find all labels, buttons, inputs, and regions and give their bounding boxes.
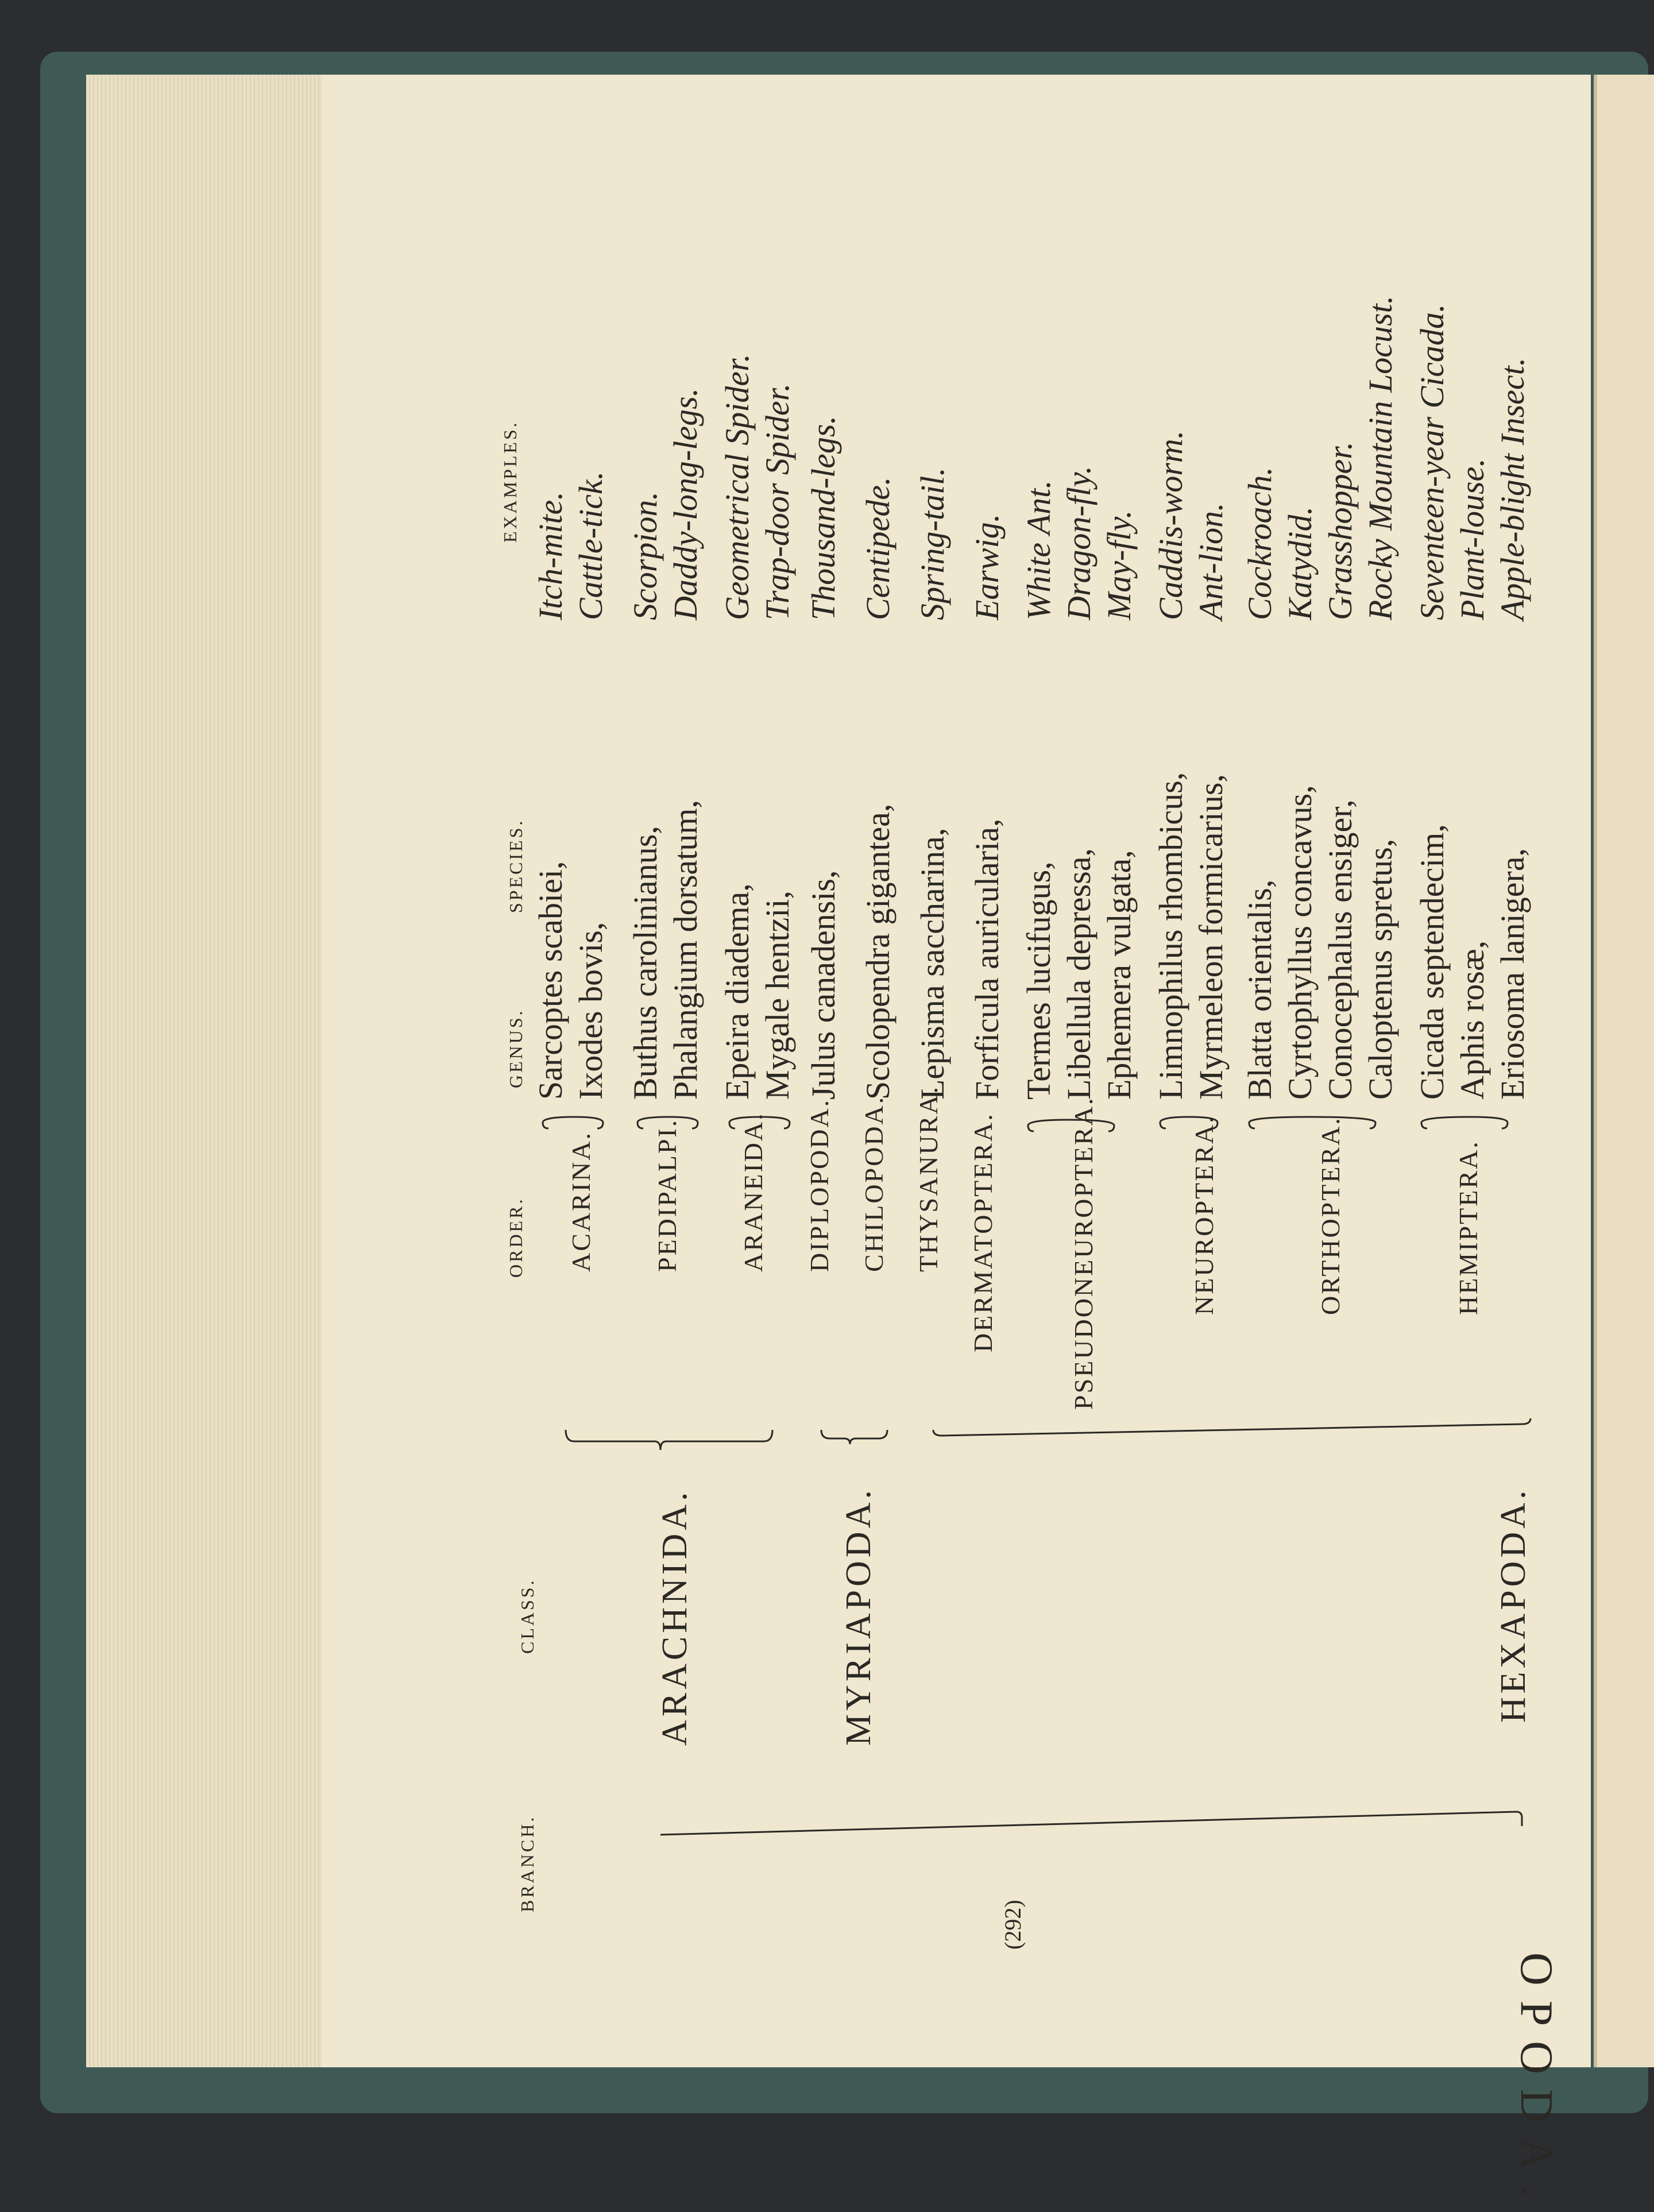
header-species-text: SPECIES.	[505, 818, 526, 913]
order-dermatoptera-text: DERMATOPTERA.	[968, 1112, 998, 1352]
header-class-text: CLASS.	[517, 1578, 538, 1654]
example-row: Cockroach.	[1241, 467, 1278, 620]
branch-label-text: OPODA.	[1511, 1952, 1562, 2212]
species-row: Lepisma saccharina,	[914, 827, 951, 1100]
species-row: Limnophilus rhombicus,	[1152, 772, 1189, 1100]
species-row: Buthus carolinianus,	[627, 826, 664, 1100]
order-hemiptera-text: HEMIPTERA.	[1454, 1140, 1483, 1315]
species-row: Ixodes bovis,	[572, 922, 609, 1100]
species-row: Mygale hentzii,	[759, 890, 796, 1100]
example-row: Katydid.	[1281, 506, 1319, 620]
order-orthoptera-text: ORTHOPTERA.	[1316, 1116, 1345, 1315]
example-row: White Ant.	[1020, 480, 1057, 620]
species-row: Termes lucifugus,	[1020, 861, 1057, 1100]
example-row: Seventeen-year Cicada.	[1413, 304, 1451, 620]
example-row: Cattle-tick.	[572, 471, 609, 620]
species-row: Phalangium dorsatum,	[667, 800, 704, 1100]
species-row: Blatta orientalis,	[1241, 879, 1278, 1100]
class-hexapoda-text: HEXAPODA.	[1494, 1487, 1533, 1723]
example-row: Rocky Mountain Locust.	[1362, 295, 1399, 620]
species-row: Ephemera vulgata,	[1100, 850, 1138, 1100]
species-row: Epeira diadema,	[718, 883, 756, 1100]
species-row: Aphis rosæ,	[1454, 940, 1491, 1100]
example-row: Scorpion.	[627, 492, 664, 620]
header-genus-text: GENUS.	[505, 1008, 526, 1088]
example-row: Grasshopper.	[1321, 442, 1359, 620]
class-myriapoda-text: MYRIAPODA.	[839, 1487, 878, 1746]
species-row: Conocephalus ensiger,	[1321, 799, 1359, 1100]
example-row: Plant-louse.	[1454, 458, 1491, 620]
header-order-text: ORDER.	[505, 1197, 526, 1278]
example-row: Apple-blight Insect.	[1494, 357, 1531, 620]
order-pseudoneuroptera-text: PSEUDONEUROPTERA.	[1069, 1096, 1098, 1410]
species-row: Scolopendra gigantea,	[859, 803, 896, 1100]
example-row: Caddis-worm.	[1152, 430, 1189, 620]
order-neuroptera-text: NEUROPTERA.	[1189, 1115, 1219, 1315]
page-number-text: (292)	[1000, 1900, 1026, 1950]
species-row: Eriosoma lanigera,	[1494, 848, 1531, 1100]
order-chilopoda-text: CHILOPODA.	[859, 1095, 888, 1272]
species-row: Forficula auricularia,	[968, 818, 1006, 1100]
example-row: Ant-lion.	[1192, 502, 1230, 620]
order-araneida-text: ARANEIDA.	[739, 1112, 768, 1272]
example-row: Thousand-legs.	[805, 415, 842, 620]
example-row: Daddy-long-legs.	[667, 388, 704, 620]
species-row: Julus canadensis,	[805, 870, 842, 1100]
order-acarina-text: ACARINA.	[566, 1131, 596, 1272]
species-row: Cicada septendecim,	[1413, 824, 1451, 1100]
order-thysanura-text: THYSANURA.	[914, 1085, 943, 1272]
header-examples-text: EXAMPLES.	[500, 420, 520, 543]
order-pedipalpi-text: PEDIPALPI.	[652, 1118, 682, 1272]
example-row: Centipede.	[859, 477, 896, 620]
example-row: Itch-mite.	[532, 492, 569, 620]
example-row: Trap-door Spider.	[759, 383, 796, 620]
example-row: May-fly.	[1100, 510, 1138, 620]
header-branch-text: BRANCH.	[517, 1815, 538, 1912]
example-row: Dragon-fly.	[1060, 465, 1097, 620]
order-diplopoda-text: DIPLOPODA.	[805, 1098, 834, 1272]
example-row: Geometrical Spider.	[718, 354, 756, 620]
species-row: Myrmeleon formicarius,	[1192, 774, 1230, 1100]
example-row: Earwig.	[968, 513, 1006, 620]
species-row: Libellula depressa,	[1060, 848, 1097, 1100]
species-row: Sarcoptes scabiei,	[532, 861, 569, 1100]
species-row: Cyrtophyllus concavus,	[1281, 785, 1319, 1100]
class-arachnida-text: ARACHNIDA.	[655, 1488, 694, 1746]
species-row: Caloptenus spretus,	[1362, 838, 1399, 1100]
example-row: Spring-tail.	[914, 467, 951, 620]
